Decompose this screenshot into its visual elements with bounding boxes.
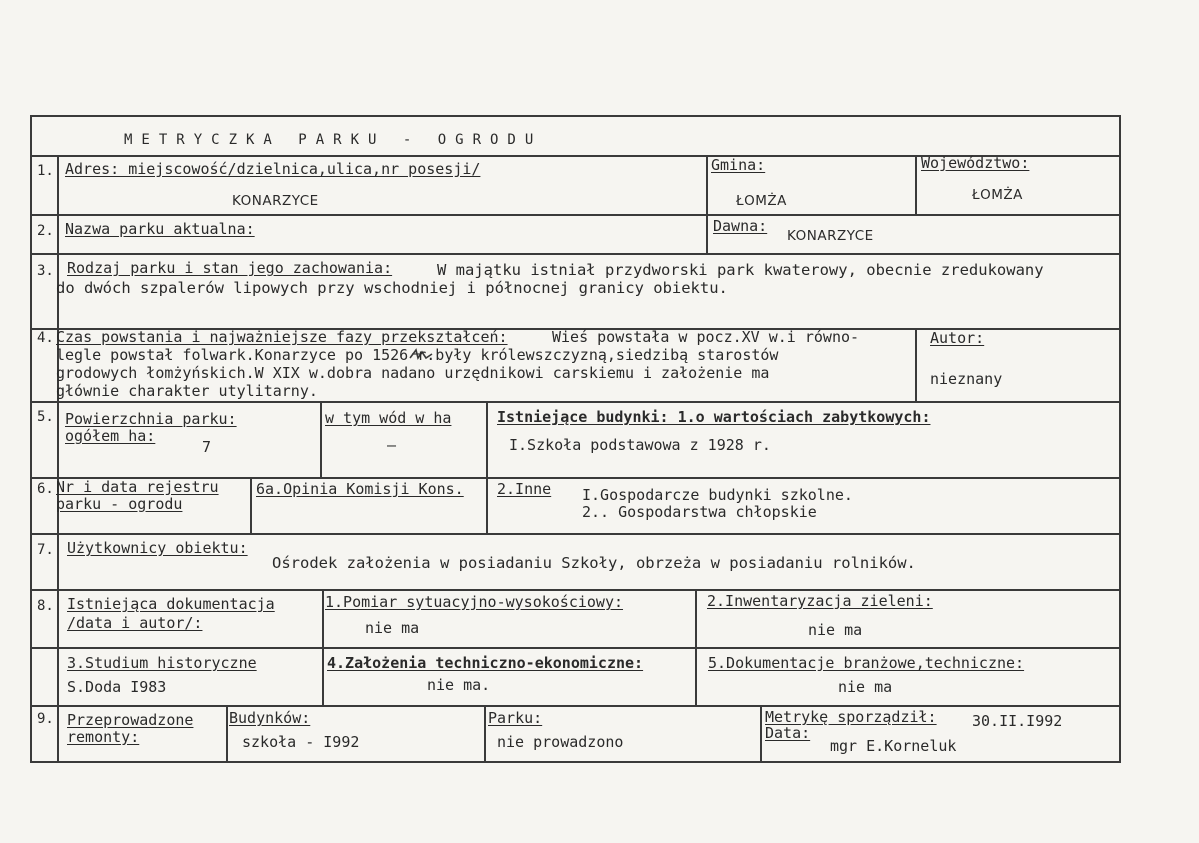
row-number: 7. [37,542,54,558]
study-value: S.Doda I983 [67,678,167,696]
voivodeship-label: Województwo: [921,154,1030,172]
other-line-1: I.Gospodarcze budynki szkolne. [582,486,853,504]
renovations-label-2: remonty: [67,728,140,746]
survey-value: nie ma [365,619,420,637]
rule [915,155,917,214]
row-number: 5. [37,409,54,425]
area-label: Powierzchnia parku: [65,410,237,428]
buildings-renov-value: szkoła - I992 [242,733,360,751]
rule [32,401,1119,403]
rule [320,401,322,477]
row-number: 6. [37,481,54,497]
users-label: Użytkownicy obiektu: [67,539,248,557]
documentation-label-2: /data i autor/: [67,614,203,632]
rule [32,214,1119,216]
author-value: nieznany [930,370,1003,388]
other-line-2: 2.. Gospodarstwa chłopskie [582,503,817,521]
rule [706,155,708,253]
rule [250,477,252,533]
row-number: 2. [37,223,54,239]
history-line-2: legle powstał folwark.Konarzyce po 1526 r.były królewszczyzną,siedzibą starostów [56,346,779,364]
voivodeship-value: ŁOMŻA [972,187,1023,203]
park-type-line-1: W majątku istniał przydworski park kwaterowy, obecnie zredukowany [437,261,1044,279]
park-renov-value: nie prowadzono [497,733,624,751]
water-area-label: w tym wód w ha [325,409,452,427]
park-type-line-2: do dwóch szpalerów lipowych przy wschodniej i północnej granicy obiektu. [56,279,728,297]
author-label: Autor: [930,329,985,347]
tech-docs-value: nie ma. [427,676,491,694]
renovations-label-1: Przeprowadzone [67,711,194,729]
rule [486,401,488,533]
prepared-date: 30.II.I992 [972,712,1063,730]
buildings-label: Istniejące budynki: 1.o wartościach zabytkowych: [497,408,931,426]
rule [484,705,486,761]
address-label: Adres: miejscowość/dzielnica,ulica,nr posesji/ [65,160,481,178]
gmina-value: ŁOMŻA [736,193,787,209]
documentation-label-1: Istniejąca dokumentacja [67,595,275,613]
rule [226,705,228,761]
water-area-value: – [387,436,397,454]
form-title: METRYCZKA PARKU - OGRODU [124,132,543,148]
study-label: 3.Studium historyczne [67,654,257,672]
rule [760,705,762,761]
rule [32,589,1119,591]
tech-docs-label: 4.Założenia techniczno-ekonomiczne: [327,654,644,672]
park-type-label: Rodzaj parku i stan jego zachowania: [67,259,393,277]
date-label: Data: [765,724,811,742]
rule [57,155,59,761]
buildings-value: I.Szkoła podstawowa z 1928 r. [509,436,771,454]
register-label-2: parku - ogrodu [56,495,183,513]
history-line-4: głównie charakter utylitarny. [56,382,318,400]
row-number: 8. [37,598,54,614]
branch-docs-label: 5.Dokumentacje branżowe,techniczne: [708,654,1025,672]
rule [915,328,917,401]
users-value: Ośrodek założenia w posiadaniu Szkoły, obrzeża w posiadaniu rolników. [272,554,916,572]
park-record-form [30,115,1121,763]
row-number: 3. [37,263,54,279]
rule [32,705,1119,707]
former-name-value: KONARZYCE [787,228,874,244]
rule [32,533,1119,535]
inventory-label: 2.Inwentaryzacja zieleni: [707,592,933,610]
area-value: 7 [202,438,212,456]
former-name-label: Dawna: [713,217,768,235]
history-label: Czas powstania i najważniejsze fazy przekształceń: [56,328,508,346]
park-renov-label: Parku: [488,709,543,727]
row-number: 1. [37,163,54,179]
row-number: 4. [37,330,54,346]
register-label-1: Nr i data rejestru [56,478,219,496]
area-total-label: ogółem ha: [65,427,156,445]
gmina-label: Gmina: [711,156,766,174]
other-label: 2.Inne [497,480,552,498]
prepared-by-label: Metrykę sporządził: [765,708,937,726]
branch-docs-value: nie ma [838,678,893,696]
opinion-label: 6a.Opinia Komisji Kons. [256,480,464,498]
history-line-3: grodowych łomżyńskich.W XIX w.dobra nadano urzędnikowi carskiemu i założenie ma [56,364,770,382]
rule [32,253,1119,255]
row-number: 9. [37,711,54,727]
address-value: KONARZYCE [232,193,319,209]
rule [57,647,1119,649]
buildings-renov-label: Budynków: [229,709,311,727]
prepared-by-value: mgr E.Korneluk [830,737,957,755]
inventory-value: nie ma [808,621,863,639]
current-name-label: Nazwa parku aktualna: [65,220,255,238]
history-line-1: Wieś powstała w pocz.XV w.i równo- [552,328,860,346]
survey-label: 1.Pomiar sytuacyjno-wysokościowy: [325,593,624,611]
